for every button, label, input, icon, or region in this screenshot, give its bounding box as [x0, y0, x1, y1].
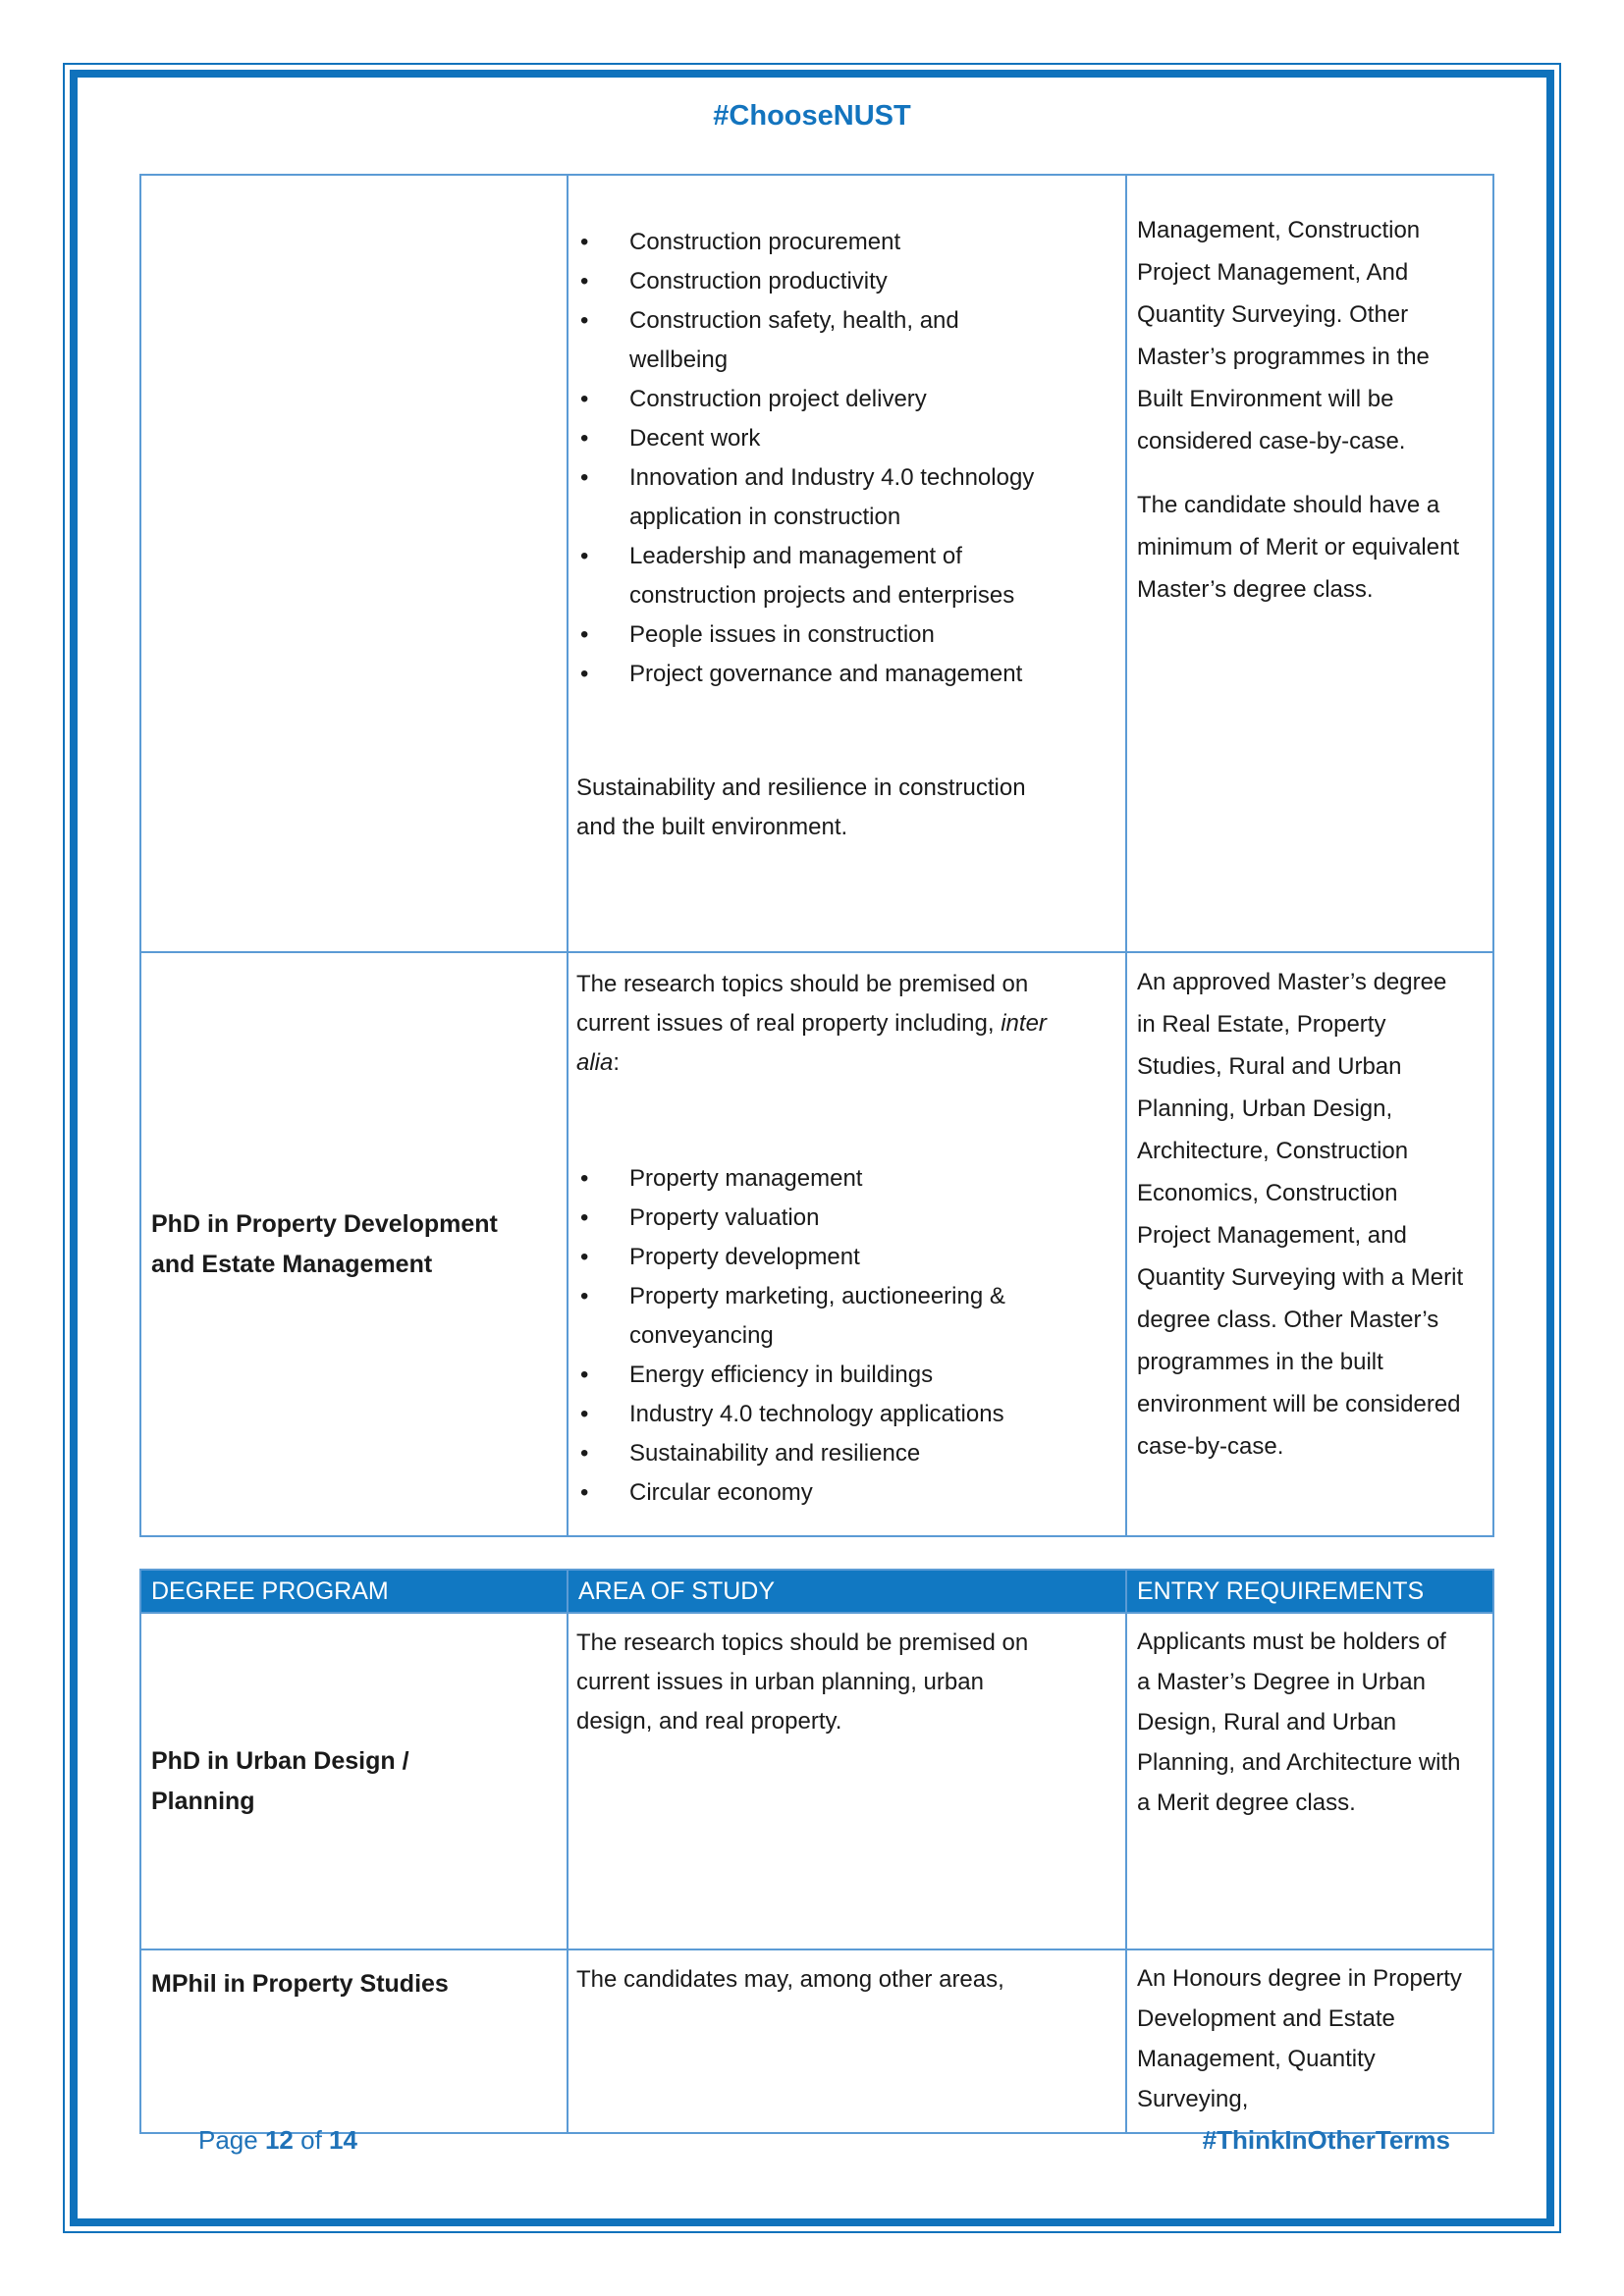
latin-phrase: inter alia	[576, 1010, 1047, 1076]
list-item: • Property management	[576, 1159, 1047, 1199]
table-row	[140, 952, 1493, 1536]
page-total-value: 14	[329, 2125, 357, 2155]
list-item: • Decent work	[576, 419, 1047, 458]
bullet-icon: •	[580, 661, 589, 687]
area-of-study-paragraph: Sustainability and resilience in construction and the built environment.	[576, 774, 1026, 840]
cell-degree-program-empty	[140, 175, 568, 952]
table-row	[140, 1949, 1493, 2133]
of-label: of	[300, 2125, 322, 2155]
column-header-degree-program: DEGREE PROGRAM	[140, 1570, 568, 1613]
cell-entry-requirements: An Honours degree in Property Development and Estate Management, Quantity Surveying,	[1126, 1949, 1493, 2133]
list-item: • Energy efficiency in buildings	[576, 1356, 1047, 1395]
bullet-icon: •	[580, 1283, 589, 1309]
bullet-icon: •	[580, 1479, 589, 1506]
bullet-list	[576, 1159, 1047, 1513]
page-number-value: 12	[264, 2125, 294, 2155]
list-item: • Property development	[576, 1238, 1047, 1277]
cell-entry-requirements	[1126, 175, 1493, 952]
bullet-icon: •	[580, 229, 589, 255]
cell-degree-program	[140, 1613, 568, 1949]
list-item: • Construction procurement	[576, 223, 1047, 262]
list-item: • Innovation and Industry 4.0 technology application in construction	[576, 458, 1047, 537]
table-row	[140, 1613, 1493, 1949]
entry-paragraph: Management, Construction Project Management, And Quantity Surveying. Other Master’s programmes in the Built Environment will be considered case-by-case.	[1137, 217, 1430, 454]
bullet-icon: •	[580, 386, 589, 412]
list-item: • Construction safety, health, and wellbeing	[576, 301, 1047, 380]
cell-area-of-study	[568, 175, 1126, 952]
list-item: • Property marketing, auctioneering & conveyancing	[576, 1277, 1047, 1356]
list-item: • Leadership and management of construction projects and enterprises	[576, 537, 1047, 615]
entry-paragraph: The candidate should have a minimum of Merit or equivalent Master’s degree class.	[1137, 492, 1460, 603]
list-item: • Property valuation	[576, 1199, 1047, 1238]
bullet-icon: •	[580, 268, 589, 294]
programs-table-continued	[139, 174, 1494, 1537]
bullet-icon: •	[580, 1401, 589, 1427]
footer-hashtag: #ThinkInOtherTerms	[1202, 2125, 1450, 2155]
list-item: • Industry 4.0 technology applications	[576, 1395, 1047, 1434]
bullet-icon: •	[580, 1204, 589, 1231]
cell-area-of-study: The candidates may, among other areas,	[568, 1949, 1126, 2133]
degree-program-name: PhD in Urban Design / Planning	[151, 1746, 409, 1815]
table-row	[140, 175, 1493, 952]
bullet-icon: •	[580, 621, 589, 648]
page-title: #ChooseNUST	[713, 100, 911, 132]
degree-program-name: MPhil in Property Studies	[151, 1970, 449, 1998]
bullet-icon: •	[580, 307, 589, 334]
list-item: • Circular economy	[576, 1473, 1047, 1513]
table-header-row	[140, 1570, 1493, 1613]
cell-entry-requirements	[1126, 952, 1493, 1536]
bullet-icon: •	[580, 543, 589, 569]
column-header-area-of-study: AREA OF STUDY	[568, 1570, 1126, 1613]
bullet-icon: •	[580, 1440, 589, 1467]
cell-entry-requirements: Applicants must be holders of a Master’s Degree in Urban Design, Rural and Urban Planning, and Architecture with a Merit degree class.	[1126, 1613, 1493, 1949]
list-item: • Project governance and management	[576, 655, 1047, 694]
cell-degree-program	[140, 952, 568, 1536]
list-item: • Construction productivity	[576, 262, 1047, 301]
list-item: • Construction project delivery	[576, 380, 1047, 419]
list-item: • People issues in construction	[576, 615, 1047, 655]
page-label: Page	[198, 2125, 258, 2155]
programs-table	[139, 1569, 1494, 2134]
entry-paragraph: An approved Master’s degree in Real Estate, Property Studies, Rural and Urban Planning, Urban Design, Architecture, Construction Economics, Construction Project Management, and Quantity Surveying with a Merit degree class. Other Master’s programmes in the built environment will be considered case-by-case.	[1137, 969, 1464, 1460]
cell-area-of-study	[568, 952, 1126, 1536]
list-item: • Sustainability and resilience	[576, 1434, 1047, 1473]
page-number	[198, 2125, 357, 2156]
cell-degree-program	[140, 1949, 568, 2133]
area-of-study-intro: The research topics should be premised on current issues of real property including, inter alia:	[576, 971, 1047, 1076]
bullet-icon: •	[580, 1362, 589, 1388]
bullet-icon: •	[580, 425, 589, 452]
column-header-entry-requirements: ENTRY REQUIREMENTS	[1126, 1570, 1493, 1613]
bullet-icon: •	[580, 1244, 589, 1270]
cell-area-of-study: The research topics should be premised on current issues in urban planning, urban design, and real property.	[568, 1613, 1126, 1949]
bullet-icon: •	[580, 1165, 589, 1192]
degree-program-name: PhD in Property Development and Estate Management	[151, 1209, 498, 1278]
bullet-icon: •	[580, 464, 589, 491]
